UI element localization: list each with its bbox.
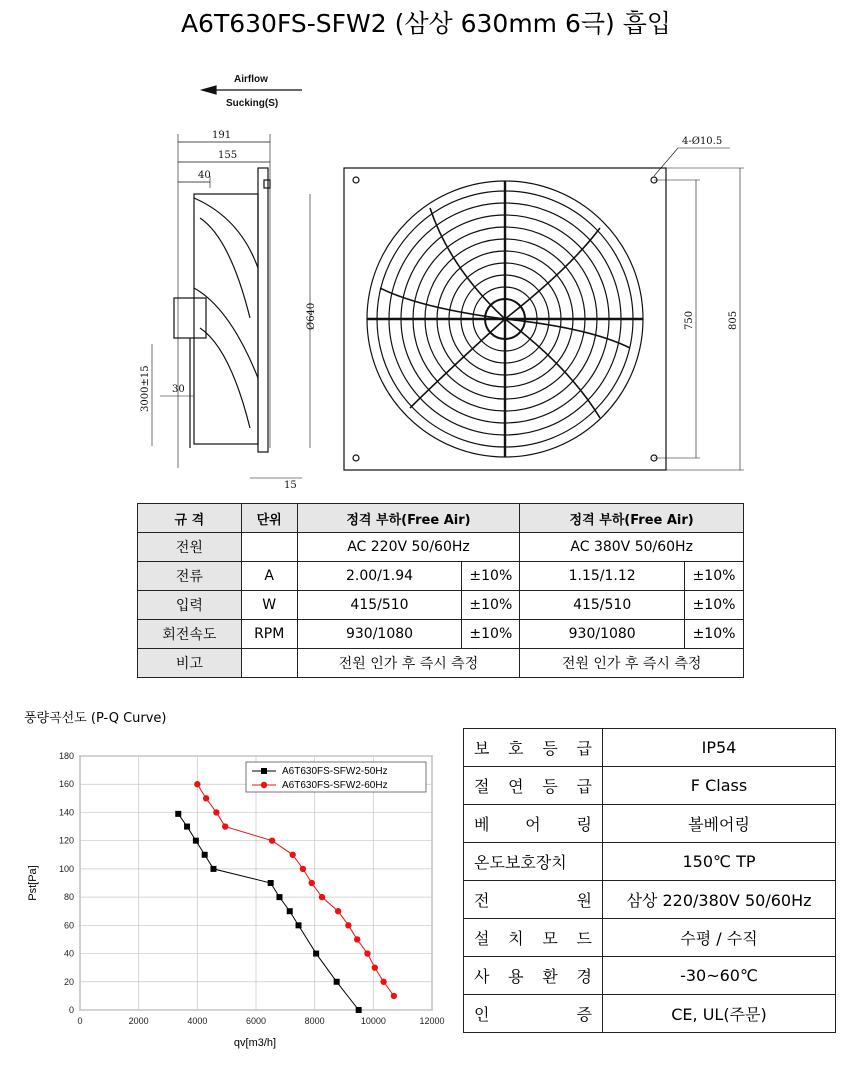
x-tick-label: 12000 (419, 1016, 445, 1026)
legend-label-50hz: A6T630FS-SFW2-50Hz (282, 766, 388, 777)
spec-value-220: 930/1080 (297, 620, 462, 649)
data-point-series-1 (354, 936, 360, 942)
spec-header-unit: 단위 (241, 504, 297, 533)
page-title: A6T630FS-SFW2 (삼상 630mm 6극) 흡입 (180, 9, 672, 38)
y-tick-label: 60 (63, 920, 74, 931)
info-key-char: 호 (508, 739, 524, 758)
info-key-char: 드 (576, 929, 592, 948)
x-axis-label: qv[m3/h] (233, 1037, 277, 1049)
dim-30: 30 (172, 384, 185, 395)
info-key-environment (464, 957, 603, 995)
y-tick-label: 120 (58, 835, 74, 846)
info-value: IP54 (603, 729, 836, 767)
data-point-series-1 (319, 894, 325, 900)
info-value: 수평 / 수직 (603, 919, 836, 957)
spec-row-current (138, 562, 744, 591)
data-point-series-0 (287, 908, 293, 914)
info-key-char: 모 (542, 929, 558, 948)
info-key-char: 절 (474, 777, 490, 796)
sucking-label: Sucking(S) (226, 98, 279, 109)
data-point-series-0 (268, 880, 274, 886)
data-point-series-0 (313, 951, 319, 957)
y-tick-label: 180 (58, 751, 74, 761)
info-row (464, 995, 836, 1033)
info-key-char: 등 (542, 739, 558, 758)
spec-value-380: 930/1080 (520, 620, 685, 649)
info-key-char: 설 (474, 929, 490, 948)
info-key-char: 인 (474, 1005, 490, 1024)
y-axis-label: Pst[Pa] (27, 865, 39, 901)
pq-chart (20, 740, 450, 1055)
spec-label: 전류 (138, 562, 242, 591)
info-value: -30~60℃ (603, 957, 836, 995)
spec-label: 비고 (138, 649, 242, 678)
spec-label: 입력 (138, 591, 242, 620)
info-row (464, 767, 836, 805)
data-point-series-1 (364, 950, 370, 956)
info-key-power (464, 881, 603, 919)
spec-value-380: 전원 인가 후 즉시 측정 (520, 649, 744, 678)
data-point-series-0 (210, 866, 216, 872)
info-key-char: 연 (508, 777, 524, 796)
data-point-series-1 (309, 880, 315, 886)
spec-tolerance-380: ±10% (685, 591, 744, 620)
data-point-series-1 (345, 922, 351, 928)
data-point-series-1 (213, 809, 219, 815)
info-key-char: 링 (576, 815, 592, 834)
x-tick-label: 0 (77, 1016, 83, 1026)
spec-value-380: 1.15/1.12 (520, 562, 685, 591)
spec-unit: RPM (241, 620, 297, 649)
info-value: 삼상 220/380V 50/60Hz (603, 881, 836, 919)
info-row (464, 881, 836, 919)
spec-label: 전원 (138, 533, 242, 562)
info-key-certification (464, 995, 603, 1033)
data-point-series-0 (175, 811, 181, 817)
dim-640: Ø640 (306, 302, 317, 330)
data-point-series-0 (276, 894, 282, 900)
data-point-series-0 (356, 1007, 362, 1013)
spec-value-220: AC 220V 50/60Hz (297, 533, 520, 562)
dim-155: 155 (218, 150, 238, 161)
info-key-char: 전 (474, 891, 490, 910)
dim-holes: 4-Ø10.5 (682, 136, 723, 147)
x-tick-label: 4000 (187, 1016, 208, 1026)
info-key-char: 보 (474, 739, 490, 758)
spec-table (137, 503, 744, 678)
spec-label: 회전속도 (138, 620, 242, 649)
y-tick-label: 40 (63, 948, 74, 959)
y-tick-label: 20 (63, 976, 74, 987)
spec-tolerance-380: ±10% (685, 562, 744, 591)
info-key-char: 어 (525, 815, 541, 834)
info-row (464, 957, 836, 995)
dim-191: 191 (212, 130, 232, 141)
data-point-series-0 (202, 852, 208, 858)
info-value: F Class (603, 767, 836, 805)
data-point-series-1 (203, 795, 209, 801)
info-key-char: 치 (508, 929, 524, 948)
legend-marker-50hz (261, 768, 267, 774)
y-tick-label: 100 (58, 863, 74, 874)
y-tick-label: 160 (58, 779, 74, 790)
x-tick-label: 6000 (245, 1016, 267, 1026)
dim-805: 805 (728, 310, 739, 330)
info-key-protection (464, 729, 603, 767)
spec-tolerance-220: ±10% (462, 562, 520, 591)
x-tick-label: 10000 (360, 1016, 386, 1026)
info-row (464, 805, 836, 843)
spec-header-380: 정격 부하(Free Air) (520, 504, 744, 533)
data-point-series-1 (194, 781, 200, 787)
y-tick-label: 140 (58, 807, 74, 818)
info-key-char: 베 (474, 815, 490, 834)
dim-750: 750 (684, 310, 695, 330)
spec-unit: A (241, 562, 297, 591)
data-point-series-1 (269, 837, 275, 843)
spec-value-220: 415/510 (297, 591, 462, 620)
info-key-char: 급 (576, 777, 592, 796)
data-point-series-1 (380, 979, 386, 985)
spec-unit: W (241, 591, 297, 620)
spec-value-380: 415/510 (520, 591, 685, 620)
spec-header-row (138, 504, 744, 533)
spec-value-220: 2.00/1.94 (297, 562, 462, 591)
spec-row-power (138, 533, 744, 562)
info-row (464, 843, 836, 881)
dim-15: 15 (284, 480, 297, 491)
info-key-char: 경 (576, 967, 592, 986)
airflow-label: Airflow (234, 74, 268, 85)
dim-3000: 3000±15 (140, 365, 151, 412)
info-value: 볼베어링 (603, 805, 836, 843)
info-key-insulation (464, 767, 603, 805)
y-tick-label: 80 (63, 892, 74, 903)
spec-value-220: 전원 인가 후 즉시 측정 (297, 649, 520, 678)
legend-marker-60hz (261, 782, 267, 788)
pq-curve-title: 풍량곡선도 (P-Q Curve) (24, 711, 167, 726)
info-key-char: 급 (576, 739, 592, 758)
spec-header-220: 정격 부하(Free Air) (297, 504, 520, 533)
spec-unit (241, 649, 297, 678)
info-row (464, 919, 836, 957)
info-value: 150℃ TP (603, 843, 836, 881)
info-key-char: 용 (508, 967, 524, 986)
technical-drawing (130, 68, 770, 500)
data-point-series-1 (391, 993, 397, 999)
data-point-series-0 (334, 979, 340, 985)
info-key-bearing (464, 805, 603, 843)
legend-label-60hz: A6T630FS-SFW2-60Hz (282, 780, 388, 791)
info-table (463, 728, 836, 1033)
x-tick-label: 2000 (128, 1016, 149, 1026)
data-point-series-1 (372, 964, 378, 970)
data-point-series-1 (300, 866, 306, 872)
spec-tolerance-380: ±10% (685, 620, 744, 649)
info-key-mounting (464, 919, 603, 957)
spec-header-label: 규 격 (138, 504, 242, 533)
spec-row-input (138, 591, 744, 620)
data-point-series-0 (296, 922, 302, 928)
data-point-series-0 (184, 824, 190, 830)
data-point-series-1 (289, 852, 295, 858)
spec-row-rpm (138, 620, 744, 649)
spec-tolerance-220: ±10% (462, 620, 520, 649)
info-key-char: 증 (576, 1005, 592, 1024)
info-key-char: 온도보호장치 (474, 853, 567, 872)
data-point-series-0 (193, 838, 199, 844)
y-tick-label: 0 (68, 1005, 74, 1015)
info-key-char: 사 (474, 967, 490, 986)
data-point-series-1 (335, 908, 341, 914)
dim-40: 40 (198, 170, 211, 181)
spec-row-note (138, 649, 744, 678)
info-value: CE, UL(주문) (603, 995, 836, 1033)
spec-value-380: AC 380V 50/60Hz (520, 533, 744, 562)
chart-legend (246, 762, 426, 792)
info-key-char: 원 (576, 891, 592, 910)
info-key-char: 등 (542, 777, 558, 796)
spec-tolerance-220: ±10% (462, 591, 520, 620)
info-key-thermal-protector (464, 843, 603, 881)
data-point-series-1 (222, 823, 228, 829)
info-row (464, 729, 836, 767)
info-key-char: 환 (542, 967, 558, 986)
x-tick-label: 8000 (304, 1016, 325, 1026)
spec-unit (241, 533, 297, 562)
